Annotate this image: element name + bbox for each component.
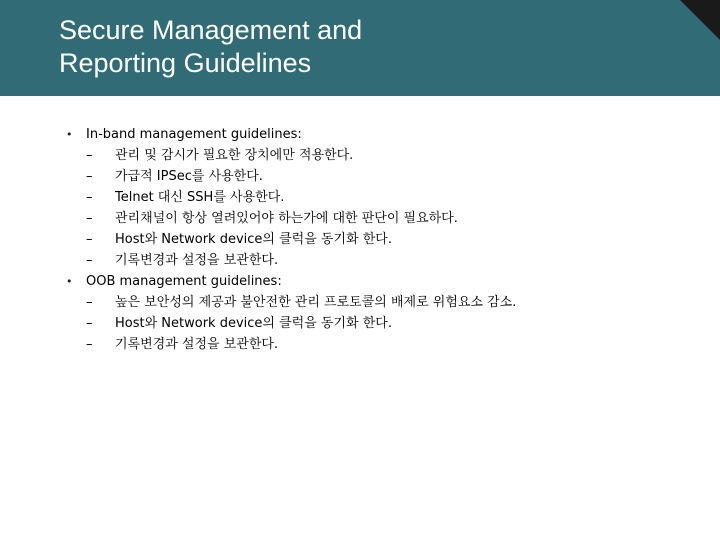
dash-icon: – <box>86 253 93 268</box>
slide-title <box>59 14 362 80</box>
title-line-1: Secure Management and <box>59 15 363 45</box>
bullet-icon: • <box>66 275 73 288</box>
section-heading: OOB management guidelines: <box>86 274 282 289</box>
dash-icon: – <box>86 316 93 331</box>
list-item-text: 기록변경과 설정을 보관한다. <box>115 337 279 352</box>
title-banner <box>0 0 720 96</box>
list-item <box>66 250 706 271</box>
list-item-text: Host와 Network device의 클럭을 동기화 한다. <box>115 232 392 247</box>
sub-list <box>66 292 706 355</box>
dash-icon: – <box>86 337 93 352</box>
dash-icon: – <box>86 148 93 163</box>
dash-icon: – <box>86 169 93 184</box>
dash-icon: – <box>86 190 93 205</box>
list-item-text: 관리채널이 항상 열려있어야 하는가에 대한 판단이 필요하다. <box>115 211 458 226</box>
section-heading: In-band management guidelines: <box>86 127 302 142</box>
sub-list <box>66 145 706 271</box>
list-item-text: 높은 보안성의 제공과 불안전한 관리 프로토콜의 배제로 위험요소 감소. <box>115 295 517 310</box>
list-item <box>66 145 706 166</box>
dash-icon: – <box>86 232 93 247</box>
list-item-text: 가급적 IPSec를 사용한다. <box>115 169 263 184</box>
list-item-text: 기록변경과 설정을 보관한다. <box>115 253 279 268</box>
dash-icon: – <box>86 211 93 226</box>
list-item <box>66 166 706 187</box>
list-item <box>66 292 706 313</box>
list-item <box>66 208 706 229</box>
title-line-2: Reporting Guidelines <box>59 48 312 78</box>
bullet-icon: • <box>66 128 73 141</box>
list-item <box>66 334 706 355</box>
bullet-list <box>66 124 706 355</box>
list-item-text: Telnet 대신 SSH를 사용한다. <box>115 190 285 205</box>
list-item <box>66 313 706 334</box>
section-oob <box>66 271 706 355</box>
list-item-text: 관리 및 감시가 필요한 장치에만 적용한다. <box>115 148 354 163</box>
list-item <box>66 229 706 250</box>
section-in-band <box>66 124 706 271</box>
list-item <box>66 187 706 208</box>
list-item-text: Host와 Network device의 클럭을 동기화 한다. <box>115 316 392 331</box>
corner-fold-decoration <box>680 0 720 40</box>
dash-icon: – <box>86 295 93 310</box>
